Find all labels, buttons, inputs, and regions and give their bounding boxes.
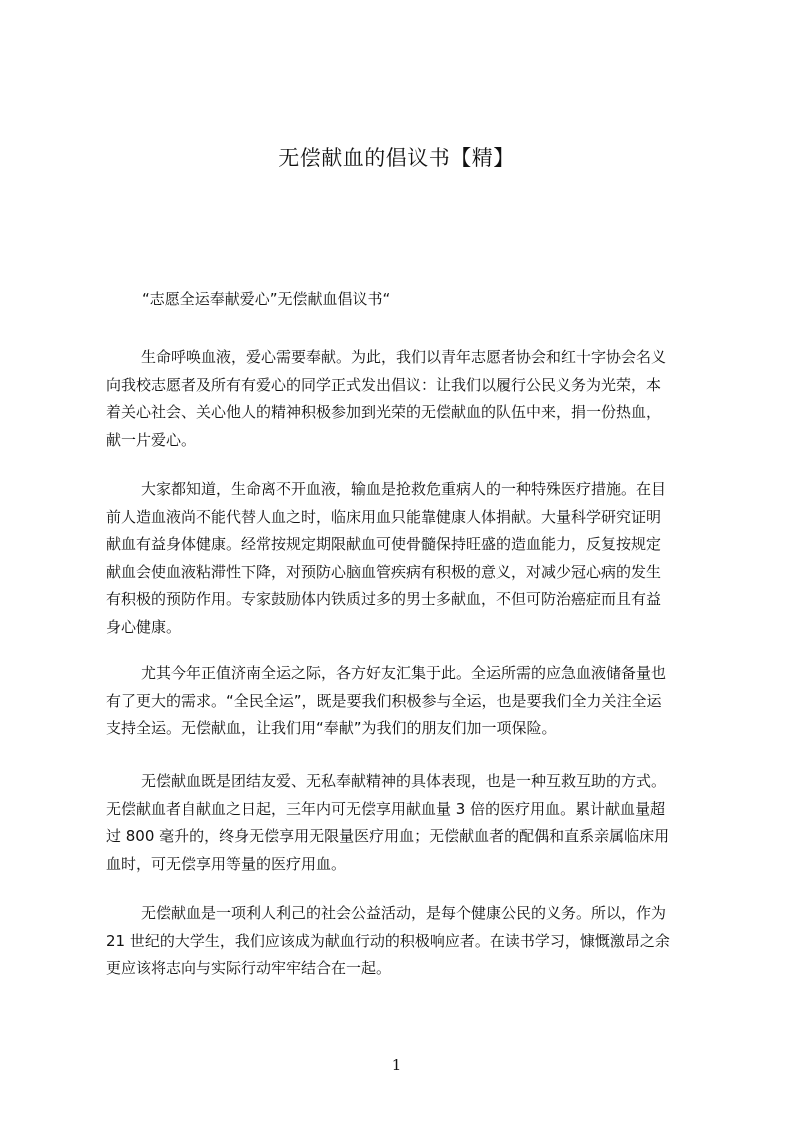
page-title: 无偿献血的倡议书【精】 <box>278 146 515 170</box>
paragraph-line: 有了更大的需求。“全民全运”，既是要我们积极参与全运，也是要我们全力关注全运 <box>106 691 662 710</box>
paragraph-line: 献血会使血液粘滞性下降，对预防心脑血管疾病有积极的意义，对减少冠心病的发生 <box>106 562 662 581</box>
paragraph-line: 大家都知道，生命离不开血液，输血是抢救危重病人的一种特殊医疗措施。在目 <box>141 480 667 498</box>
paragraph-line: 有积极的预防作用。专家鼓励体内铁质过多的男士多献血，不但可防治癌症而且有益 <box>106 590 662 608</box>
paragraph-line: 21 世纪的大学生，我们应该成为献血行动的积极响应者。在读书学习，慷慨激昂之余 <box>106 931 670 950</box>
paragraph-line: 向我校志愿者及所有有爱心的同学正式发出倡议：让我们以履行公民义务为光荣，本 <box>106 375 662 394</box>
paragraph-line: 支持全运。无偿献血，让我们用“奉献”为我们的朋友们加一项保险。 <box>106 719 557 737</box>
paragraph-line: 更应该将志向与实际行动牢牢结合在一起。 <box>106 959 392 977</box>
paragraph-line: 生命呼唤血液，爱心需要奉献。为此，我们以青年志愿者协会和红十字协会名义 <box>141 348 667 366</box>
paragraph-line: 着关心社会、关心他人的精神积极参加到光荣的无偿献血的队伍中来，捐一份热血， <box>106 403 662 421</box>
paragraph-line: 无偿献血既是团结友爱、无私奉献精神的具体表现，也是一种互救互助的方式。 <box>141 772 667 790</box>
paragraph-line: 过 800 毫升的，终身无偿享用无限量医疗用血；无偿献血者的配偶和直系亲属临床用 <box>106 827 670 845</box>
paragraph-line: 献一片爱心。 <box>106 430 197 449</box>
proposal-subtitle: “志愿全运奉献爱心”无偿献血倡议书“ <box>142 290 391 308</box>
paragraph-line: 无偿献血是一项利人利己的社会公益活动，是每个健康公民的义务。所以，作为 <box>141 904 667 922</box>
paragraph-line: 身心健康。 <box>106 617 182 636</box>
paragraph-line: 尤其今年正值济南全运之际，各方好友汇集于此。全运所需的应急血液储备量也 <box>141 664 667 682</box>
paragraph-line: 献血有益身体健康。经常按规定期限献血可使骨髓保持旺盛的造血能力，反复按规定 <box>106 535 662 553</box>
page-number: 1 <box>391 1056 402 1074</box>
paragraph-line: 无偿献血者自献血之日起，三年内可无偿享用献血量 3 倍的医疗用血。累计献血量超 <box>106 799 666 818</box>
paragraph-line: 血时，可无偿享用等量的医疗用血。 <box>106 854 347 873</box>
paragraph-line: 前人造血液尚不能代替人血之时，临床用血只能靠健康人体捐献。大量科学研究证明 <box>106 507 662 526</box>
